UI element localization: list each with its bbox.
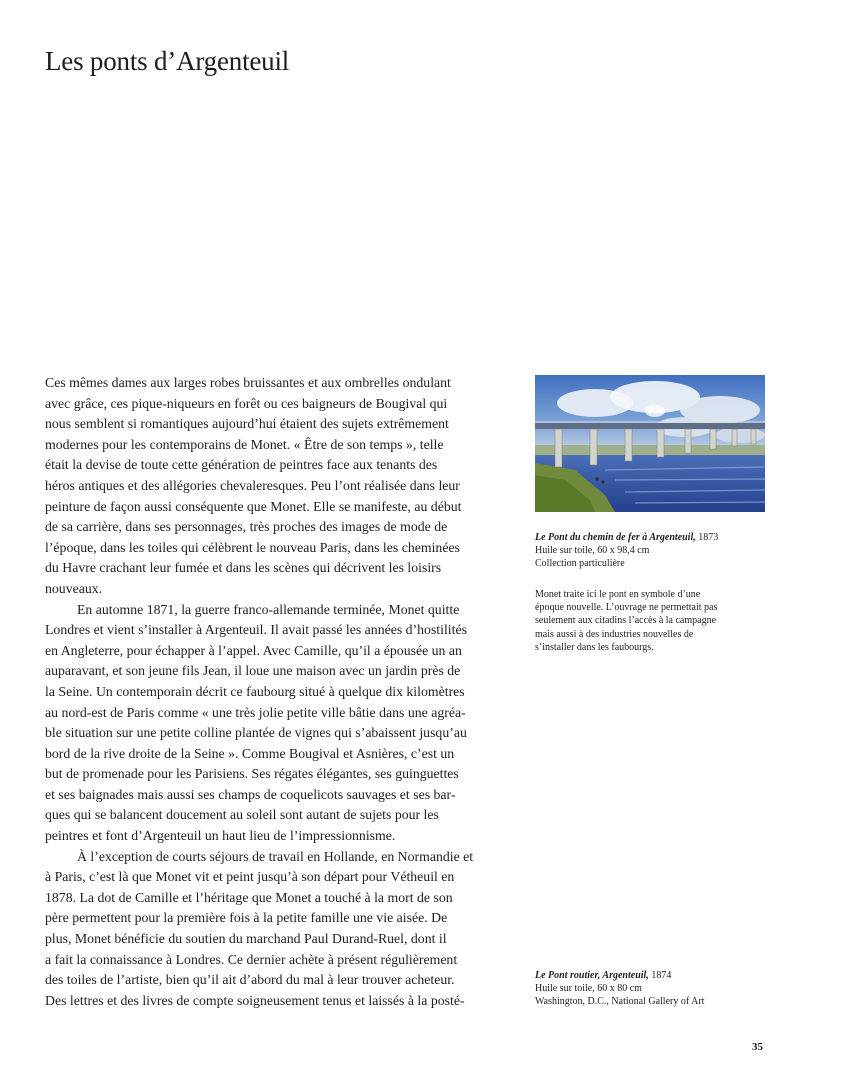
body-line: et ses baignades mais aussi ses champs de coquelicots sauvages et ses bar- <box>45 786 456 802</box>
body-line: En automne 1871, la guerre franco-allemande terminée, Monet quitte <box>77 601 460 617</box>
body-line: l’époque, dans les toiles qui célèbrent le nouveau Paris, dans les cheminées <box>45 539 460 555</box>
painting-railway-bridge <box>535 375 765 512</box>
note-line: seulement aux citadins l’accès à la campagne <box>535 615 717 627</box>
body-line: la Seine. Un contemporain décrit ce faubourg situé à quelque dix kilomètres <box>45 683 465 699</box>
body-text <box>45 373 515 1011</box>
note-line: s’installer dans les faubourgs. <box>535 641 654 653</box>
body-line: but de promenade pour les Parisiens. Ses régates élégantes, ses guinguettes <box>45 766 459 782</box>
note-line: époque nouvelle. L’ouvrage ne permettait pas <box>535 602 718 614</box>
page-number: 35 <box>752 1041 763 1053</box>
body-line: des toiles de l’artiste, bien qu’il ait d’abord du mal à leur trouver acheteur. <box>45 972 455 988</box>
body-line: ques qui se balancent doucement au soleil sont autant de sujets pour les <box>45 807 439 823</box>
caption-railway-bridge <box>535 531 775 570</box>
body-line: héros antiques et des allégories chevaleresques. Peu l’ont réalisée dans leur <box>45 477 460 493</box>
body-line: À l’exception de courts séjours de travail en Hollande, en Normandie et <box>77 848 474 864</box>
body-line: ble situation sur une petite colline plantée de vignes qui s’abaissent jusqu’au <box>45 725 467 741</box>
caption-collection: Washington, D.C., National Gallery of Art <box>535 996 705 1007</box>
note-line: mais aussi à des industries nouvelles de <box>535 628 694 640</box>
page-title: Les ponts d’Argenteuil <box>45 46 290 76</box>
body-line: à Paris, c’est là que Monet vit et peint jusqu’à son départ pour Vétheuil en <box>45 869 455 885</box>
body-line: a fait la connaissance à Londres. Ce dernier achète à présent régulièrement <box>45 951 458 967</box>
body-line: avec grâce, ces pique-niqueurs en forêt ou ces baigneurs de Bougival qui <box>45 395 448 411</box>
caption-title: Le Pont routier, Argenteuil, <box>535 970 649 981</box>
caption-medium: Huile sur toile, 60 x 98,4 cm <box>535 545 650 556</box>
body-line: nouveaux. <box>45 580 103 596</box>
body-line: Des lettres et des livres de compte soigneusement tenus et laissés à la posté- <box>45 992 465 1008</box>
body-line: père permettent pour la première fois à la petite famille une vie aisée. De <box>45 910 448 926</box>
caption-year: 1874 <box>651 970 672 981</box>
body-line: Ces mêmes dames aux larges robes bruissantes et aux ombrelles ondulant <box>45 375 451 390</box>
body-line: nous semblent si romantiques aujourd’hui étaient des sujets extrêmement <box>45 416 449 432</box>
caption-road-bridge <box>535 969 795 1008</box>
body-line: Londres et vient s’installer à Argenteuil. Il avait passé les années d’hostilités <box>45 622 467 638</box>
body-line: bord de la rive droite de la Seine ». Comme Bougival et Asnières, c’est un <box>45 745 455 761</box>
note-line: Monet traite ici le pont en symbole d’une <box>535 589 701 600</box>
body-line: en Angleterre, pour échapper à l’appel. Avec Camille, qu’il a épousée un an <box>45 642 462 658</box>
body-line: était la devise de toute cette génération de peintres face aux tenants des <box>45 457 438 473</box>
body-line: 1878. La dot de Camille et l’héritage que Monet a touché à la mort de son <box>45 889 453 905</box>
caption-year: 1873 <box>698 532 719 543</box>
body-line: peintres et font d’Argenteuil un haut lieu de l’impressionnisme. <box>45 828 396 844</box>
caption-collection: Collection particulière <box>535 558 625 569</box>
caption-title: Le Pont du chemin de fer à Argenteuil, <box>535 532 696 543</box>
caption-note <box>535 588 775 654</box>
body-line: de sa carrière, dans ses personnages, très proches des images de mode de <box>45 519 448 535</box>
body-line: du Havre crachant leur fumée et dans les scènes qui décrivent les loisirs <box>45 560 442 576</box>
body-line: au nord-est de Paris comme « une très jolie petite ville bâtie dans une agréa- <box>45 704 466 720</box>
body-line: peinture de façon aussi conséquente que Monet. Elle se manifeste, au début <box>45 498 462 514</box>
body-line: plus, Monet bénéficie du soutien du marchand Paul Durand-Ruel, dont il <box>45 931 447 947</box>
body-line: modernes pour les contemporains de Monet. « Être de son temps », telle <box>45 436 444 452</box>
body-line: auparavant, et son jeune fils Jean, il loue une maison avec un jardin près de <box>45 663 461 679</box>
caption-medium: Huile sur toile, 60 x 80 cm <box>535 983 642 994</box>
